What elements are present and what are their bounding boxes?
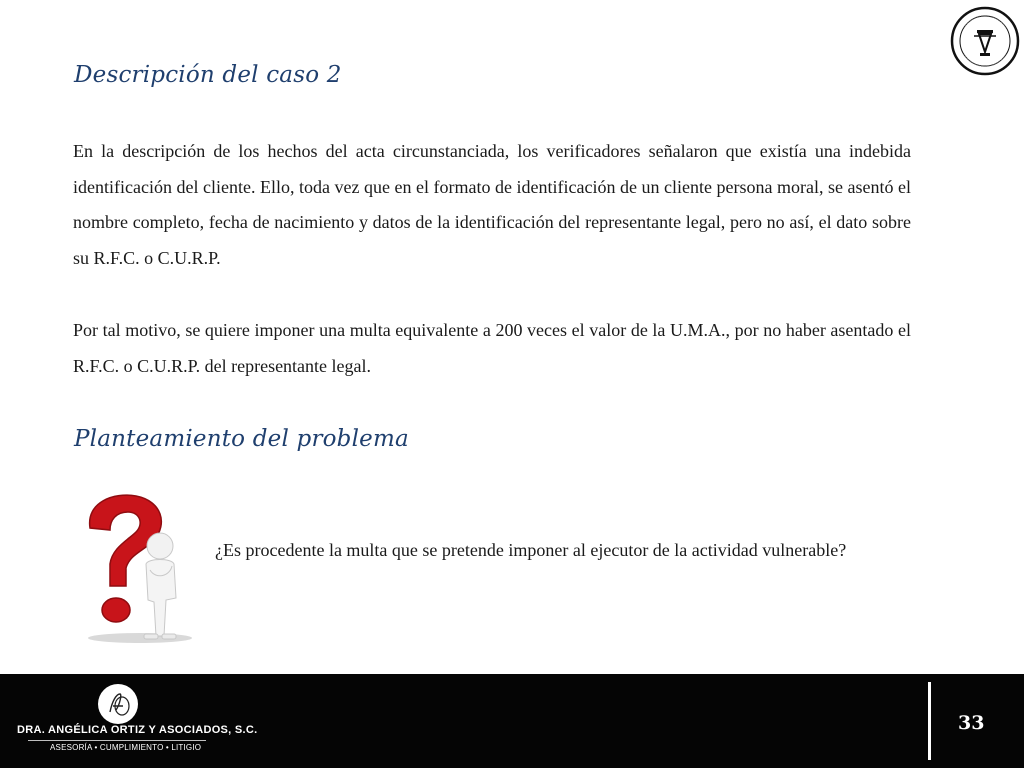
firm-name: DRA. ANGÉLICA ORTIZ Y ASOCIADOS, S.C. (17, 724, 258, 736)
footer-bar (0, 674, 1024, 768)
case-description-paragraph-2: Por tal motivo, se quiere imponer una multa equivalente a 200 veces el valor de la U.M.A., por no haber asentado el R.F.C. o C.U.R.P. del representante legal. (73, 320, 911, 376)
case-description-paragraph-1: En la descripción de los hechos del acta circunstanciada, los verificadores señalaron que existía una indebida identificación del cliente. Ello, toda vez que en el formato de identificación de un cliente persona moral, se asentó el nombre completo, fecha de nacimiento y datos de la identificación del representante legal, pero no así, el dato sobre su R.F.C. o C.U.R.P. (73, 141, 911, 268)
firm-monogram-icon (98, 684, 138, 724)
question-mark-figure-icon (80, 490, 195, 650)
firm-tagline: ASESORÍA • CUMPLIMIENTO • LITIGIO (50, 743, 202, 752)
page-number: 33 (958, 712, 985, 734)
section-title-case-description: Descripción del caso 2 (74, 62, 342, 88)
section-title-problem-statement: Planteamiento del problema (74, 426, 409, 452)
seal-icon (950, 6, 1020, 76)
footer-vertical-divider (928, 682, 931, 760)
firm-name-divider (28, 740, 206, 741)
problem-question: ¿Es procedente la multa que se pretende imponer al ejecutor de la actividad vulnerable? (215, 540, 847, 560)
